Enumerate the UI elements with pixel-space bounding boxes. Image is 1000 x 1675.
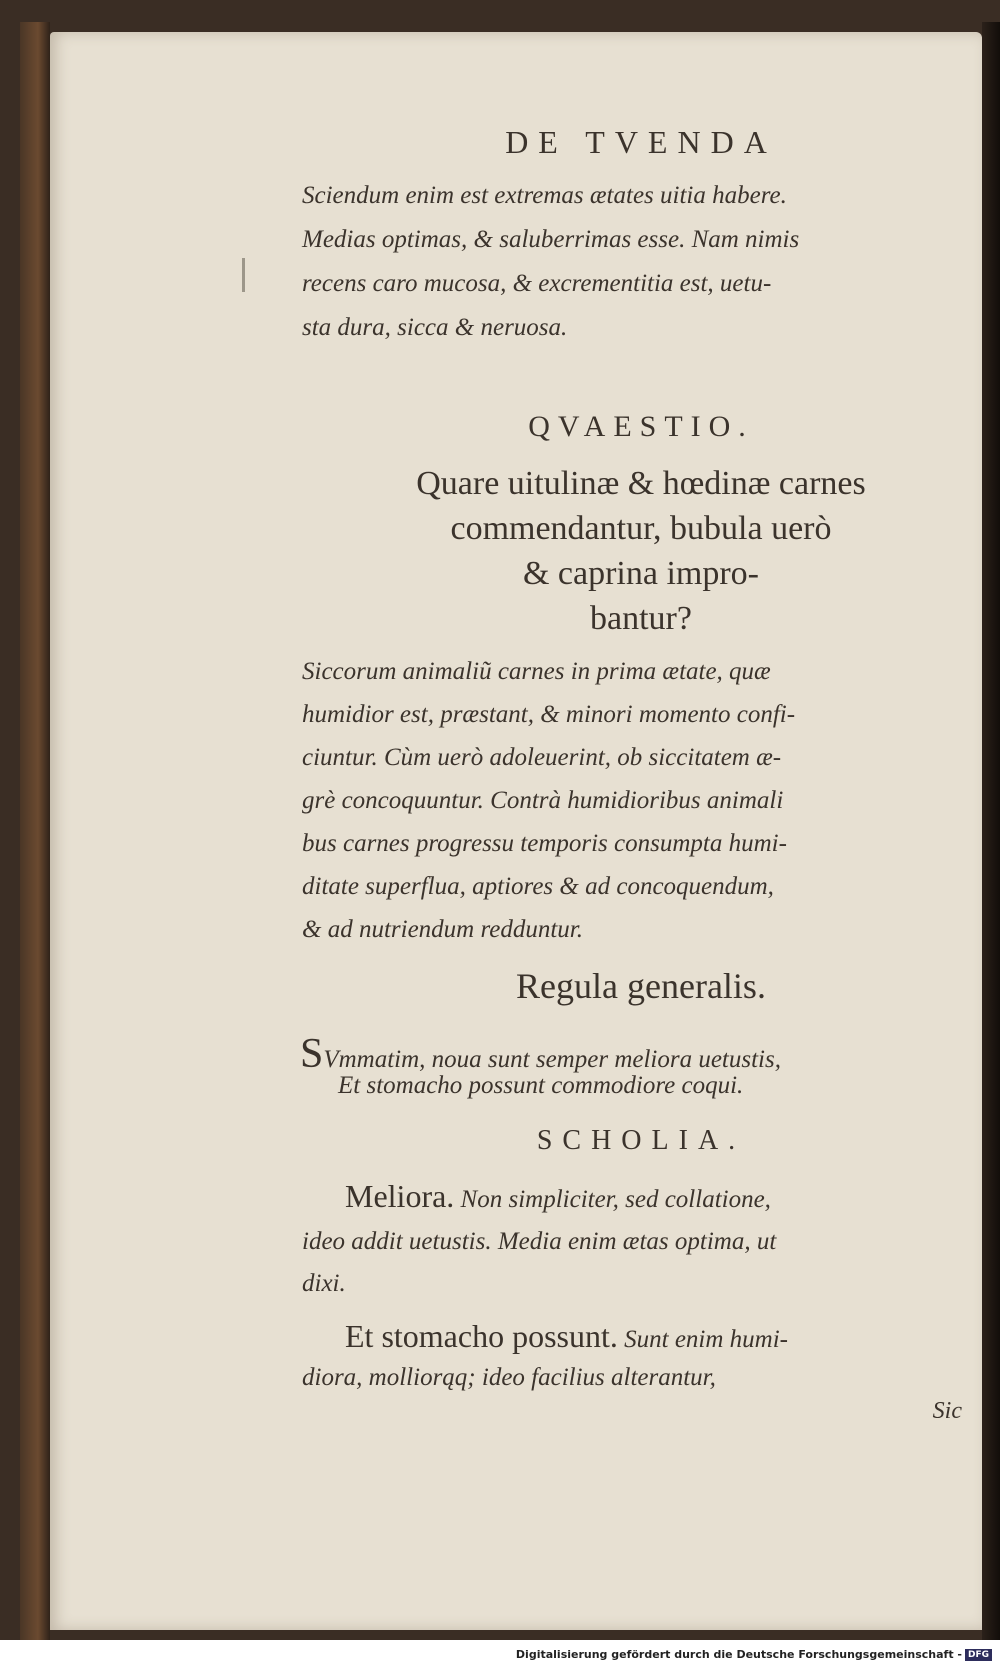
dfg-logo: DFG	[965, 1649, 992, 1661]
verse-line	[300, 1030, 781, 1078]
question-line: Quare uitulinæ & hœdinæ carnes	[416, 465, 866, 502]
scholia-line	[345, 1178, 771, 1215]
gutter-shadow	[982, 22, 1000, 1640]
margin-mark	[242, 258, 245, 292]
answer-line: & ad nutriendum redduntur.	[302, 916, 584, 943]
quaestio-heading: QVAESTIO.	[528, 410, 754, 443]
answer-line: Siccorum animaliũ carnes in prima ætate, quæ	[302, 658, 771, 685]
text-line: Medias optimas, & saluberrimas esse. Nam nimis	[302, 226, 800, 253]
note-text: Sunt enim humi-	[624, 1326, 788, 1353]
answer-line: grè concoquuntur. Contrà humidioribus animali	[302, 787, 784, 814]
scholia-line: diora, molliorąq; ideo facilius alterantur,	[302, 1364, 716, 1391]
question-line: bantur?	[590, 600, 692, 637]
question-line: & caprina impro-	[522, 555, 760, 592]
note-text: Non simpliciter, sed collatione,	[460, 1186, 771, 1213]
regula-heading: Regula generalis.	[516, 966, 766, 1006]
answer-line: humidior est, præstant, & minori momento confi-	[302, 701, 796, 728]
answer-line: ditate superflua, aptiores & ad concoquendum,	[302, 873, 774, 900]
question-line: commendantur, bubula uerò	[450, 510, 832, 547]
catchword: Sic	[932, 1398, 962, 1424]
verse-text: Vmmatim, noua sunt semper meliora uetustis,	[323, 1046, 781, 1073]
scholia-line: ideo addit uetustis. Media enim ætas optima, ut	[302, 1228, 777, 1255]
lemma: Et stomacho possunt.	[345, 1318, 618, 1354]
text-line: Sciendum enim est extremas ætates uitia habere.	[302, 182, 787, 209]
running-head: DE TVENDA	[505, 124, 777, 160]
scholia-heading: SCHOLIA.	[536, 1125, 746, 1156]
scholia-line: dixi.	[302, 1270, 346, 1297]
binding-edge	[20, 22, 50, 1640]
drop-cap: S	[300, 1031, 324, 1077]
text-line: recens caro mucosa, & excrementitia est, uetu-	[302, 270, 772, 297]
credit-text: Digitalisierung gefördert durch die Deutsche Forschungsgemeinschaft -	[515, 1648, 962, 1661]
answer-line: bus carnes progressu temporis consumpta humi-	[302, 830, 787, 857]
answer-line: ciuntur. Cùm uerò adoleuerint, ob siccitatem æ-	[302, 744, 782, 771]
scholia-line	[345, 1318, 788, 1355]
text-line: sta dura, sicca & neruosa.	[302, 314, 568, 341]
verse-line: Et stomacho possunt commodiore coqui.	[338, 1072, 744, 1099]
digitization-credit	[0, 1648, 992, 1661]
lemma: Meliora.	[345, 1178, 455, 1214]
